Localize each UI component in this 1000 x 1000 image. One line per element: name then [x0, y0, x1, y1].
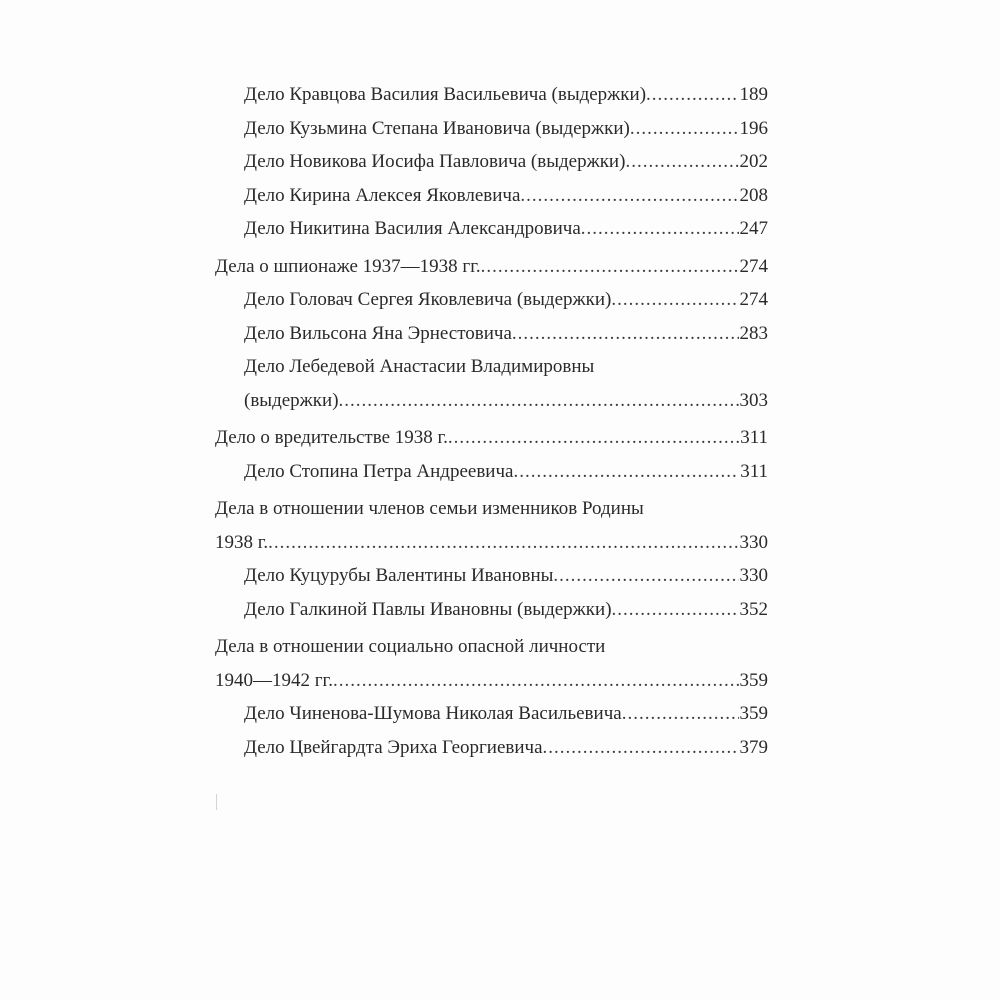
toc-entry-title: Дело Стопина Петра Андреевича [244, 460, 514, 482]
toc-entry-title-line: Дело Лебедевой Анастасии Владимировны [244, 356, 595, 377]
toc-entry-title: Дело Кирина Алексея Яковлевича [244, 184, 521, 206]
dot-leader [611, 283, 738, 317]
toc-section-title-line: Дела в отношении членов семьи изменников Родины [215, 498, 644, 519]
toc-page-number: 274 [739, 289, 768, 310]
toc-entry-novikov [215, 145, 768, 179]
toc-section-title-line: Дела в отношении социально опасной личности [215, 636, 606, 657]
dot-leader [581, 212, 739, 246]
toc-entry-title: Дело Галкиной Павлы Ивановны (выдержки) [244, 598, 612, 620]
scan-mark [216, 794, 217, 810]
dot-leader [630, 112, 739, 146]
dot-leader [339, 384, 739, 418]
toc-entry-title: Дело Кузьмина Степана Ивановича (выдержки) [244, 117, 630, 139]
toc-entry-nikitin [215, 212, 768, 246]
toc-entry-kutsuruba [215, 559, 768, 593]
toc-entry-kuzmin [215, 112, 768, 146]
toc-page-number: 359 [739, 703, 768, 724]
dot-leader [553, 559, 738, 593]
toc-entry-title: Дело Цвейгардта Эриха Георгиевича [244, 736, 543, 758]
dot-leader [513, 455, 739, 489]
toc-section-espionage [215, 250, 768, 284]
toc-entry-title: (выдержки) [244, 389, 339, 411]
toc-entry-title: Дело Головач Сергея Яковлевича (выдержки) [244, 289, 612, 310]
toc-section-title: 1938 г. [215, 531, 269, 553]
toc-page-number: 359 [739, 669, 768, 691]
toc-section-family-members [215, 492, 768, 559]
toc-page-number: 196 [739, 117, 768, 139]
toc-section-title: Дела о шпионаже 1937—1938 гг. [215, 255, 481, 277]
toc-entry-galkina [215, 593, 768, 627]
toc-entry-chinenov-shumov [215, 697, 768, 731]
dot-leader [543, 731, 739, 765]
dot-leader [333, 664, 739, 698]
toc-page-number: 189 [739, 84, 768, 105]
toc-page-number: 274 [739, 255, 768, 277]
dot-leader [646, 78, 738, 112]
dot-leader [512, 317, 739, 351]
toc-entry-title: Дело Чиненова-Шумова Николая Васильевича [244, 703, 622, 724]
toc-section-dangerous-person [215, 630, 768, 697]
toc-entry-tsveigardt [215, 731, 768, 765]
dot-leader [625, 145, 738, 179]
toc-section-title: 1940—1942 гг. [215, 669, 333, 691]
toc-section-sabotage [215, 421, 768, 455]
toc-page-number: 208 [739, 184, 768, 206]
dot-leader [268, 526, 738, 560]
toc-entry-title: Дело Кравцова Василия Васильевича (выдержки) [244, 84, 647, 105]
toc-entry-title: Дело Новикова Иосифа Павловича (выдержки) [244, 151, 626, 172]
toc-page-number: 311 [740, 460, 768, 482]
toc-page-number: 352 [739, 598, 768, 620]
table-of-contents [215, 78, 768, 764]
toc-entry-title: Дело Куцурубы Валентины Ивановны [244, 565, 554, 586]
toc-entry-title: Дело Никитина Василия Александровича [244, 218, 581, 239]
dot-leader [481, 250, 739, 284]
toc-page-number: 247 [739, 218, 768, 239]
toc-page-number: 330 [739, 531, 768, 553]
toc-page-number: 283 [739, 322, 768, 344]
toc-entry-stopin [215, 455, 768, 489]
dot-leader [520, 179, 738, 213]
toc-page-number: 303 [739, 389, 768, 411]
toc-section-title: Дело о вредительстве 1938 г. [215, 427, 448, 448]
toc-entry-kirin [215, 179, 768, 213]
toc-page-number: 202 [739, 151, 768, 172]
toc-entry-vilson [215, 317, 768, 351]
toc-entry-kravtsov [215, 78, 768, 112]
toc-page-number: 330 [739, 565, 768, 586]
toc-entry-golovach [215, 283, 768, 317]
toc-entry-lebedeva [215, 350, 768, 417]
toc-page-number: 311 [740, 427, 768, 448]
toc-page-number: 379 [739, 736, 768, 758]
dot-leader [448, 421, 739, 455]
dot-leader [612, 593, 739, 627]
toc-entry-title: Дело Вильсона Яна Эрнестовича [244, 322, 512, 344]
dot-leader [622, 697, 739, 731]
